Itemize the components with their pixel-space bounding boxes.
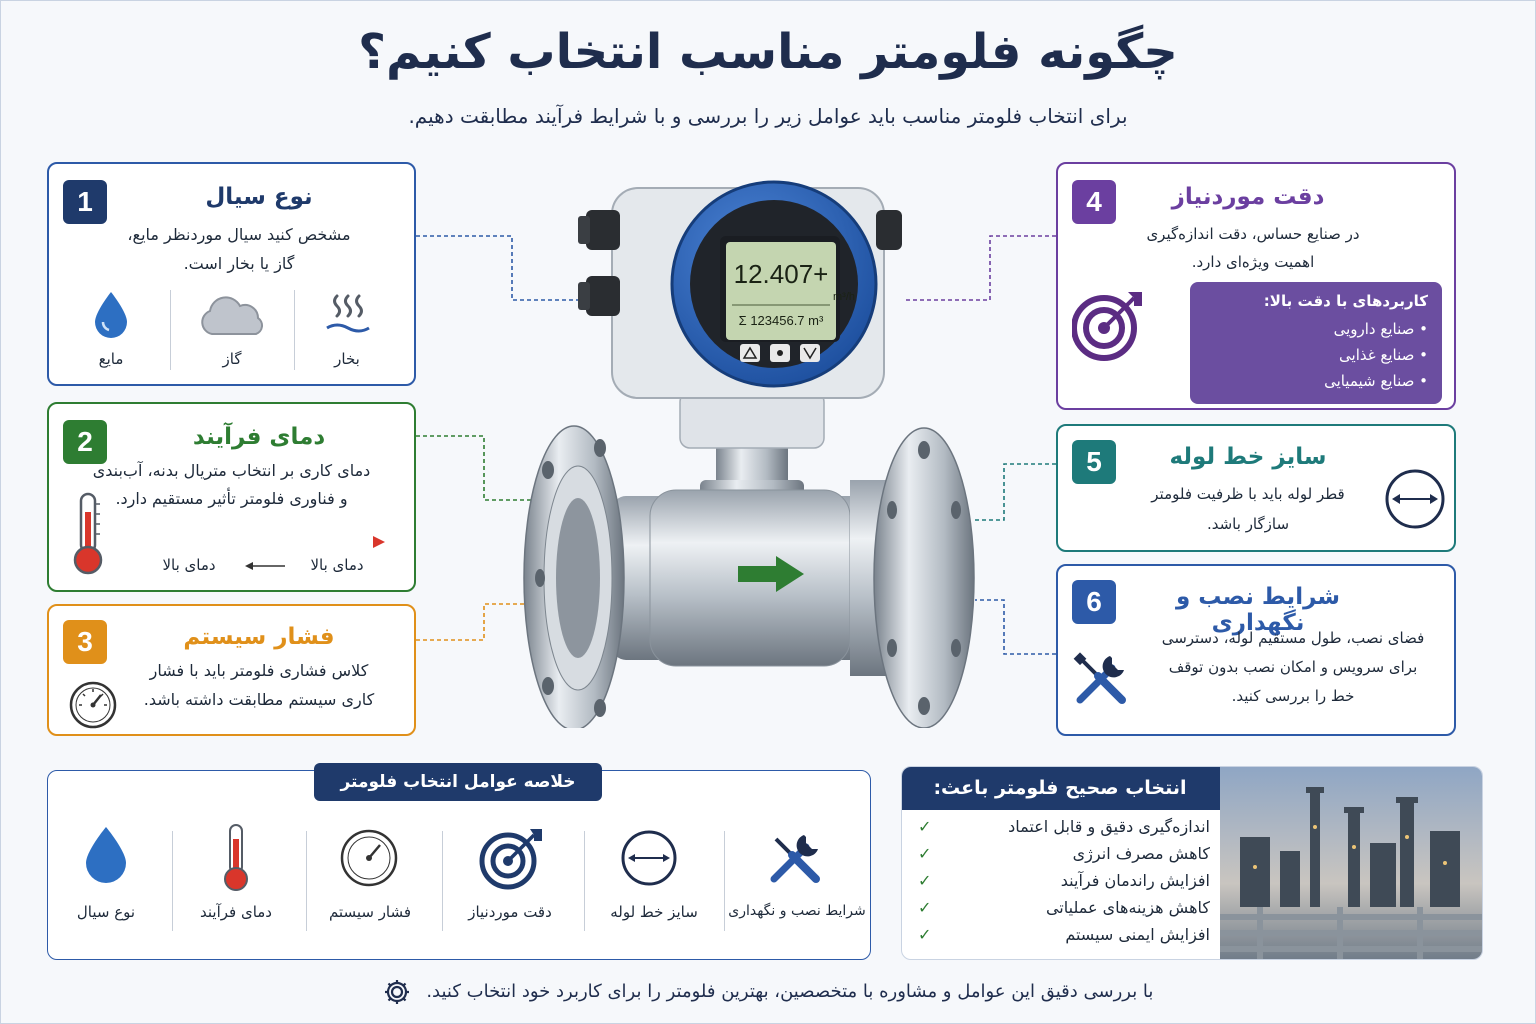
temp-scale-low-label: دمای بالا [162,556,216,574]
list-item [910,898,1210,925]
factor-text-2a: دمای کاری بر انتخاب متریال بدنه، آب‌بندی [92,461,371,480]
factor-title-1: نوع سیال [205,184,313,210]
factor-text-6c: خط را بررسی کنید. [1231,687,1355,705]
checkmark-icon: ✓ [918,844,932,863]
list-item-text: صنایع شیمیایی [1324,372,1415,390]
summary-label-installation-maintenance: شرایط نصب و نگهداری [728,903,866,919]
fluid-liquid-label: مایع [98,350,124,368]
factor-number-1: 1 [63,180,107,224]
meter-keypad [740,344,820,362]
thermometer-icon [216,821,256,893]
lcd-total-value: Σ 123456.7 m³ [738,313,824,328]
list-item-text: صنایع غذایی [1339,346,1415,364]
factor-title-2: دمای فرآیند [192,424,326,450]
high-accuracy-box [1190,282,1442,404]
factor-card-fluid-type [47,162,416,386]
divider [172,831,173,931]
factor-text-6b: برای سرویس و امکان نصب بدون توقف [1168,658,1418,676]
pressure-gauge-icon [67,680,119,730]
arrow-left-icon [245,560,287,572]
benefits-list [910,817,1210,952]
industrial-plant-image [1220,767,1483,960]
connector-5 [975,464,1056,520]
list-item [910,925,1210,952]
temp-scale-high-label: دمای بالا [310,556,364,574]
factor-text-2b: و فناوری فلومتر تأثیر مستقیم دارد. [115,489,348,508]
factor-card-pipe-size [1056,424,1456,552]
pipe-diameter-icon [620,829,678,887]
list-item-text: کاهش مصرف انرژی [1072,844,1210,863]
benefits-title: انتخاب صحیح فلومتر باعث: [901,766,1220,810]
divider [584,831,585,931]
benefits-card [901,766,1483,960]
list-item [910,871,1210,898]
enter-icon [777,350,783,356]
pipe-diameter-icon [1384,468,1446,530]
wrench-screwdriver-icon [764,827,826,889]
factor-text-3a: کلاس فشاری فلومتر باید با فشار [149,661,369,680]
footer-note [200,978,1336,1006]
divider [442,831,443,931]
gear-icon [383,978,411,1006]
list-item: • صنایع دارویی [1333,320,1428,338]
target-icon [1072,288,1146,364]
water-drop-icon [89,288,133,342]
factor-number-3: 3 [63,620,107,664]
list-item-text: کاهش هزینه‌های عملیاتی [1045,898,1210,917]
factor-title-5: سایز خط لوله [1169,444,1327,470]
summary-label-process-temperature: دمای فرآیند [200,903,272,921]
divider [170,290,171,370]
summary-title: خلاصه عوامل انتخاب فلومتر [314,763,602,801]
factor-title-3: فشار سیستم [183,624,335,650]
list-item-text: افزایش راندمان فرآیند [1060,871,1210,890]
list-item [910,817,1210,844]
list-item-text: افزایش ایمنی سیستم [1065,925,1210,944]
list-item-text: اندازه‌گیری دقیق و قابل اعتماد [1008,817,1210,836]
list-item [910,844,1210,871]
factor-text-1a: مشخص کنید سیال موردنظر مایع، [127,225,351,244]
left-flange-inner [556,498,600,658]
factor-title-4: دقت موردنیاز [1171,184,1325,210]
factor-card-required-accuracy [1056,162,1456,410]
factor-number-5: 5 [1072,440,1116,484]
factor-text-5b: سازگار باشد. [1206,515,1290,533]
pressure-gauge-icon [338,827,400,889]
factor-text-1b: گاز یا بخار است. [183,254,295,273]
factor-text-4b: اهمیت ویژه‌ای دارد. [1191,253,1315,271]
footer-text: با بررسی دقیق این عوامل و مشاوره با متخصصین، بهترین فلومتر را برای کاربرد خود انتخاب کنید. [426,981,1154,1002]
thermometer-icon [67,490,111,578]
high-accuracy-box-title: کاربردهای با دقت بالا: [1263,292,1428,310]
lcd-rate-value: +12.407 [733,259,829,289]
checkmark-icon: ✓ [918,925,932,944]
factor-card-installation-maintenance [1056,564,1456,736]
cloud-icon [196,294,268,340]
summary-label-pipe-size: سایز خط لوله [610,903,698,921]
connector-6 [975,600,1056,654]
target-icon [478,825,544,891]
transmitter-base [680,392,824,448]
fluid-gas-label: گاز [222,350,242,368]
factor-text-6a: فضای نصب، طول مستقیم لوله، دسترسی [1161,629,1425,647]
page-subtitle: برای انتخاب فلومتر مناسب باید عوامل زیر را بررسی و با شرایط فرآیند مطابقت دهیم. [408,104,1128,128]
water-drop-icon [80,823,132,885]
factor-number-4: 4 [1072,180,1116,224]
checkmark-icon: ✓ [918,817,932,836]
factor-number-6: 6 [1072,580,1116,624]
factor-text-3b: کاری سیستم مطابقت داشته باشد. [143,690,375,709]
factor-card-process-temperature [47,402,416,592]
lcd-rate-unit: m³/h [833,291,855,303]
right-flange [874,428,974,728]
list-item: • صنایع شیمیایی [1324,372,1428,390]
divider [294,290,295,370]
factor-title-6: شرایط نصب و نگهداری [1175,584,1341,636]
checkmark-icon: ✓ [918,871,932,890]
steam-icon [321,290,375,342]
fluid-steam-label: بخار [334,350,360,368]
summary-label-system-pressure: فشار سیستم [328,903,412,921]
summary-card [47,770,871,960]
list-item-text: صنایع دارویی [1333,320,1415,338]
temperature-scale-arrow [153,534,385,550]
checkmark-icon: ✓ [918,898,932,917]
wrench-screwdriver-icon [1070,648,1132,710]
factor-text-5a: قطر لوله باید با ظرفیت فلومتر [1151,485,1345,503]
factor-text-4a: در صنایع حساس، دقت اندازه‌گیری [1146,225,1360,243]
factor-number-2: 2 [63,420,107,464]
flowmeter-illustration [520,180,976,728]
divider [306,831,307,931]
summary-label-fluid-type: نوع سیال [76,903,136,921]
factor-card-system-pressure [47,604,416,736]
summary-label-required-accuracy: دقت موردنیاز [468,903,552,921]
list-item: • صنایع غذایی [1339,346,1428,364]
page-title: چگونه فلومتر مناسب انتخاب کنیم؟ [358,24,1178,80]
